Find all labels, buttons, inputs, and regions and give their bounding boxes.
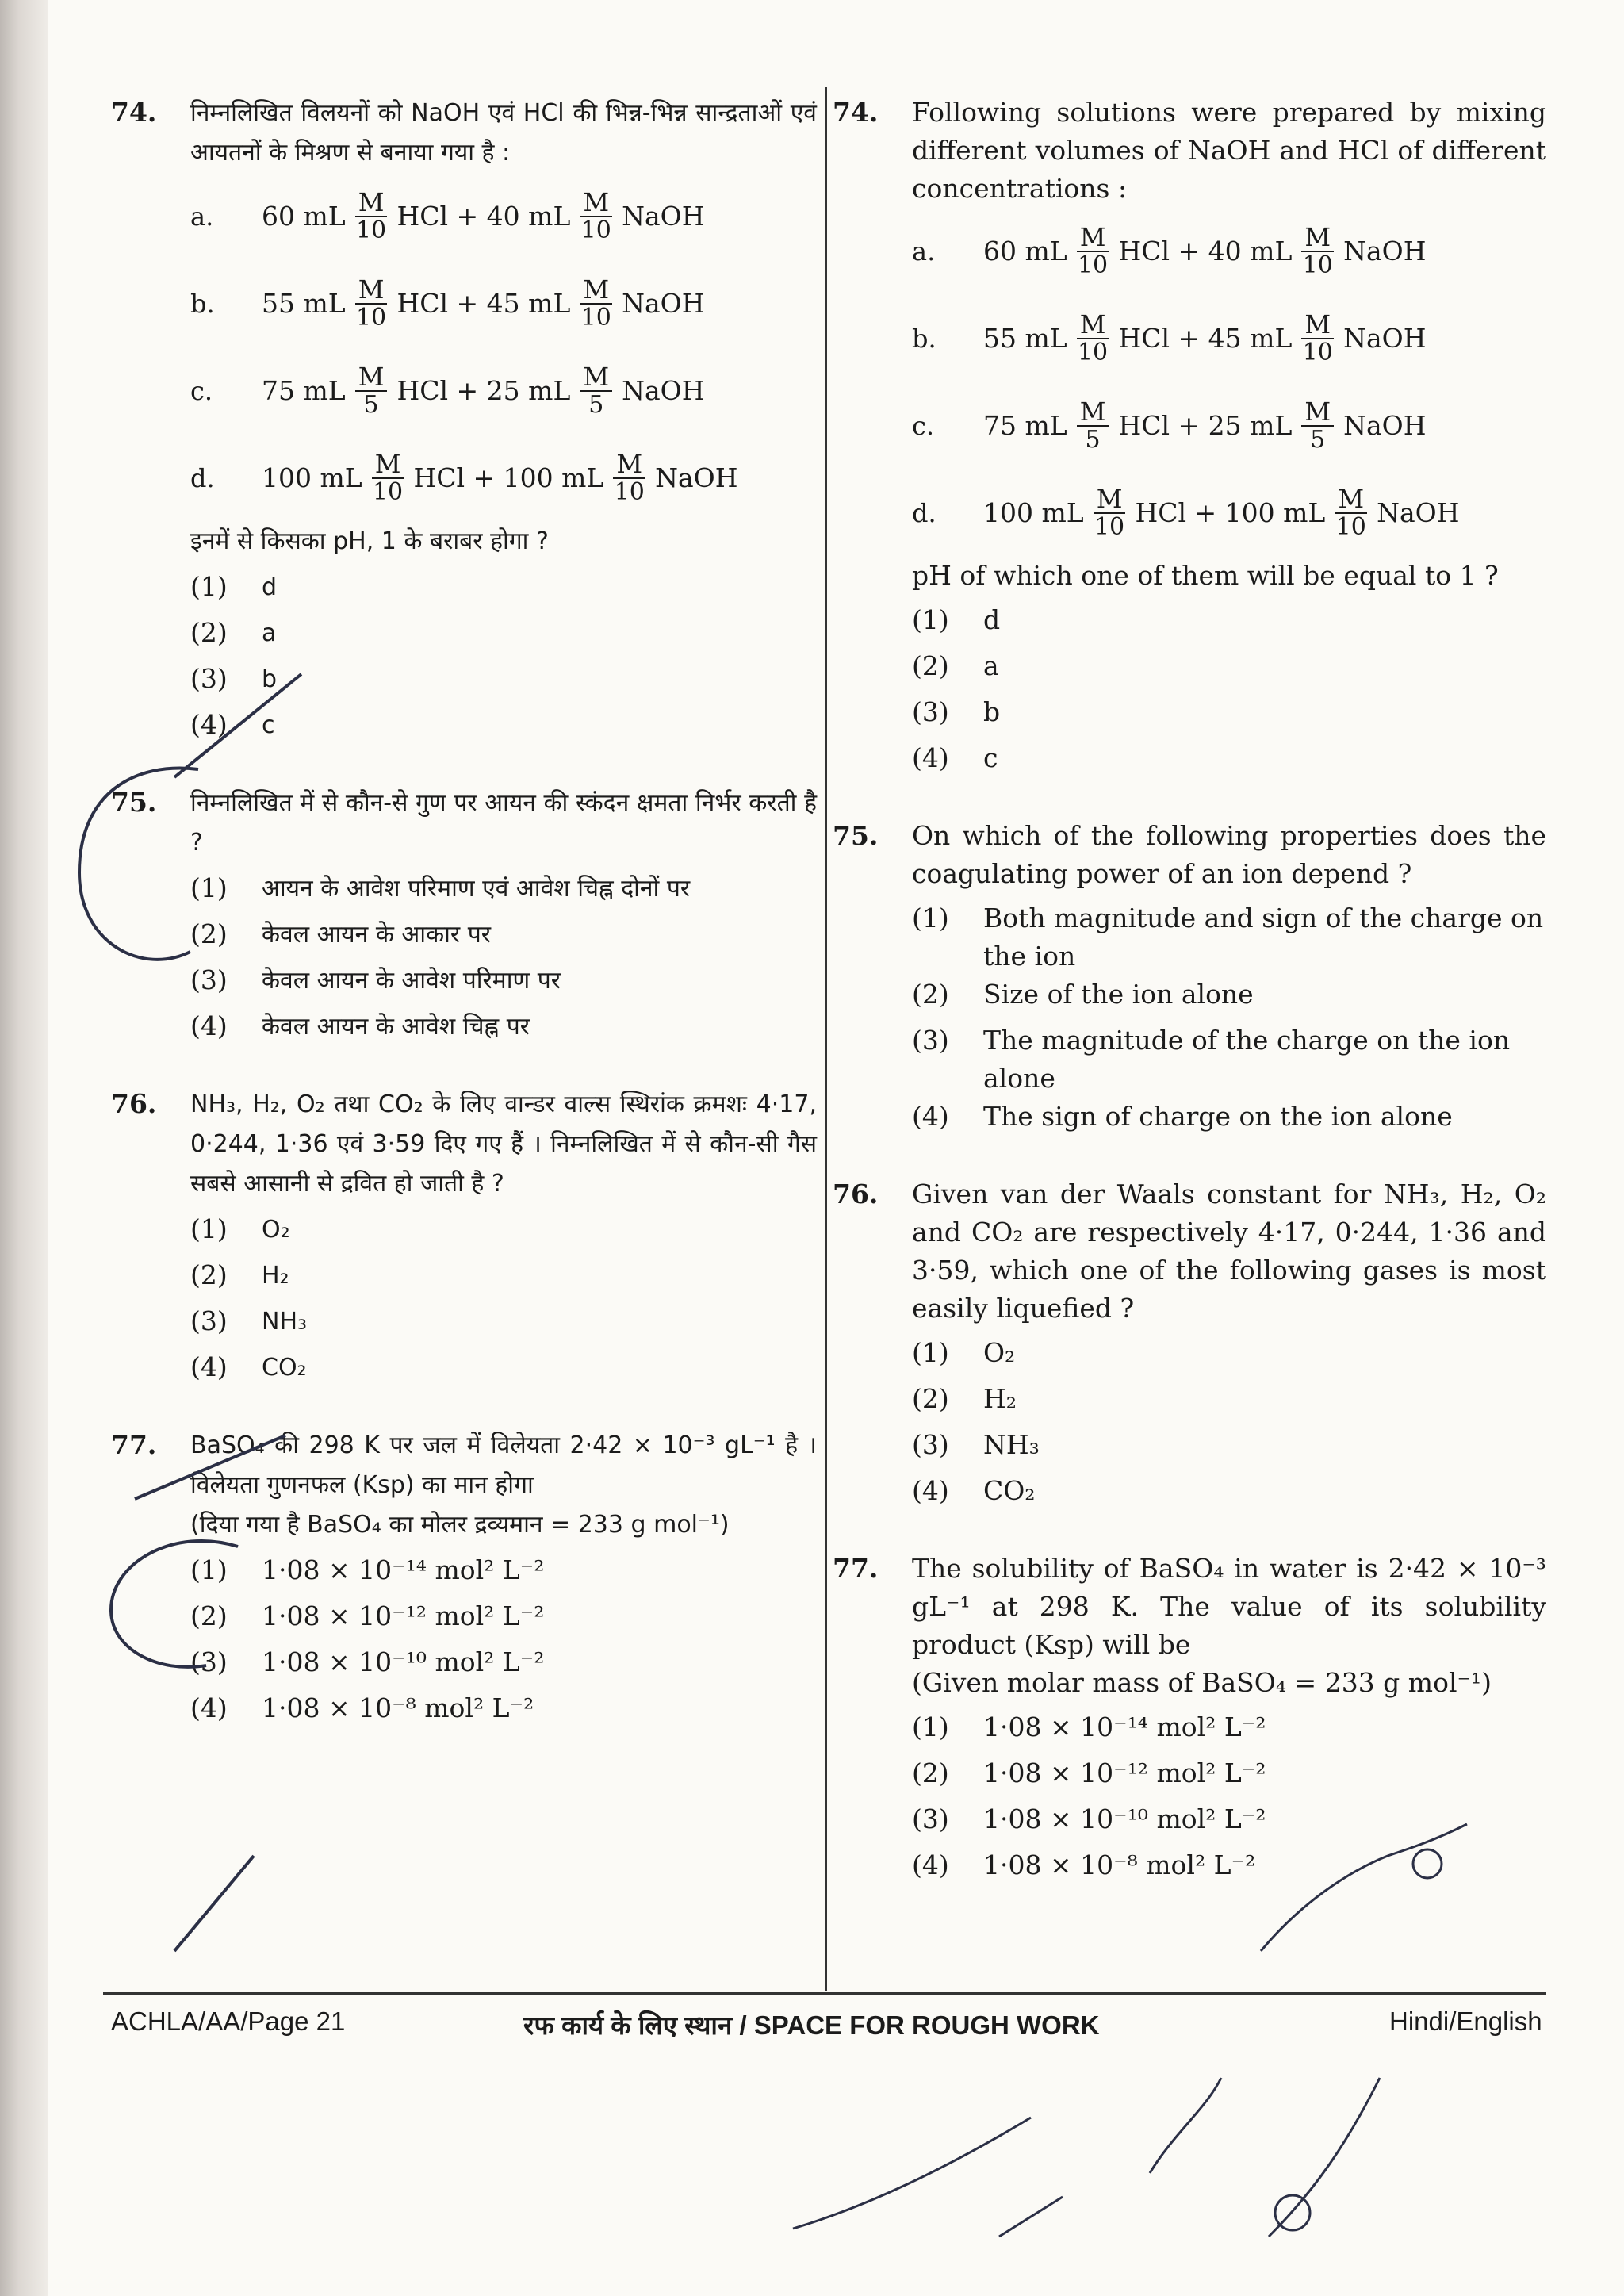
volume: 75 mL — [262, 375, 346, 406]
english-column — [833, 94, 1546, 1892]
page-edge-shadow — [0, 0, 48, 2296]
option-number: (4) — [190, 1010, 228, 1041]
option-text: CO₂ — [983, 1475, 1036, 1506]
option-text: Both magnitude and sign of the charge on the ion — [983, 903, 1544, 972]
option-text: NH₃ — [983, 1429, 1040, 1460]
mixture-letter: d. — [190, 463, 215, 493]
option-number: (2) — [190, 617, 228, 648]
option-text: The magnitude of the charge on the ion alone — [983, 1025, 1511, 1094]
question-stem: Following solutions were prepared by mixing different volumes of NaOH and HCl of different concentrations : — [912, 97, 1546, 204]
option-number: (4) — [912, 1475, 949, 1506]
tick-mark — [127, 1420, 309, 1507]
volume: 55 mL — [983, 323, 1067, 354]
option-text: O₂ — [262, 1216, 290, 1244]
options — [190, 1210, 817, 1394]
mixture-a — [912, 208, 1546, 295]
option-number: (1) — [912, 903, 949, 933]
option-3[interactable] — [912, 1022, 1546, 1098]
base-part: NaOH — [655, 462, 738, 493]
answer-circle-mark — [87, 1531, 246, 1689]
answer-circle-mark — [48, 761, 285, 1015]
option-4[interactable] — [912, 739, 1546, 785]
mixture-list — [190, 173, 817, 522]
conc-num: M — [1301, 398, 1334, 427]
conc-den: 10 — [580, 304, 611, 332]
question-74-hindi — [111, 94, 817, 752]
option-number: (3) — [190, 1305, 228, 1336]
language-label: Hindi/English — [1389, 2007, 1542, 2036]
option-text: केवल आयन के आवेश चिह्न पर — [262, 1013, 530, 1041]
option-text: d — [262, 573, 278, 601]
conc-num: M — [1077, 398, 1109, 427]
acid-part: HCl + 40 mL — [1118, 236, 1293, 266]
conc-den: 10 — [355, 304, 387, 332]
given-data: (Given molar mass of BaSO₄ = 233 g mol⁻¹) — [912, 1667, 1492, 1698]
mixture-letter: d. — [912, 498, 936, 528]
option-number: (2) — [190, 1259, 228, 1290]
option-text: 1·08 × 10⁻¹⁰ mol² L⁻² — [983, 1803, 1266, 1834]
options — [912, 601, 1546, 785]
mixture-letter: a. — [190, 201, 214, 232]
conc-den: 10 — [1077, 339, 1109, 366]
option-number: (4) — [912, 1849, 949, 1880]
option-text: c — [983, 742, 998, 773]
base-part: NaOH — [622, 288, 705, 319]
page-id: ACHLA/AA/Page 21 — [111, 2007, 346, 2036]
options — [190, 1551, 817, 1735]
option-text: NH₃ — [262, 1308, 308, 1336]
base-part: NaOH — [622, 201, 705, 232]
conc-num: M — [1335, 485, 1367, 514]
option-number: (4) — [912, 1101, 949, 1132]
mixture-letter: c. — [912, 411, 935, 441]
volume: 60 mL — [262, 201, 346, 232]
option-number: (1) — [912, 604, 949, 635]
option-number: (3) — [912, 696, 949, 727]
option-number: (4) — [190, 1692, 228, 1723]
option-text: a — [262, 619, 277, 647]
mixture-list — [912, 208, 1546, 557]
option-1[interactable] — [912, 601, 1546, 647]
conc-num: M — [580, 189, 612, 217]
option-text: b — [983, 696, 1001, 727]
mixture-letter: b. — [190, 289, 215, 319]
conc-den: 5 — [588, 391, 604, 419]
column-divider — [825, 87, 827, 1991]
option-3[interactable] — [190, 1302, 817, 1348]
acid-part: HCl + 25 mL — [396, 375, 571, 406]
question-stem: Given van der Waals constant for NH₃, H₂, O₂ and CO₂ are respectively 4·17, 0·244, 1·36 and 3·59, which one of the following gases is most easily liquefied ? — [912, 1179, 1546, 1324]
option-number: (3) — [912, 1025, 949, 1056]
options — [912, 1334, 1546, 1518]
conc-den: 10 — [1302, 339, 1333, 366]
option-2[interactable] — [190, 614, 817, 660]
option-text: 1·08 × 10⁻¹² mol² L⁻² — [983, 1757, 1266, 1788]
option-number: (3) — [190, 663, 228, 694]
option-text: 1·08 × 10⁻¹⁰ mol² L⁻² — [262, 1646, 545, 1677]
mixture-d — [190, 435, 817, 522]
option-2[interactable] — [912, 647, 1546, 693]
option-text: O₂ — [983, 1337, 1016, 1368]
question-number: 75. — [111, 787, 157, 818]
option-2[interactable] — [912, 1754, 1546, 1800]
question-stem: The solubility of BaSO₄ in water is 2·42 × 10⁻³ gL⁻¹ at 298 K. The value of its solubility product (Ksp) will be — [912, 1553, 1546, 1660]
rough-work-label: रफ कार्य के लिए स्थान / SPACE FOR ROUGH WORK — [523, 2010, 1100, 2040]
conc-num: M — [355, 276, 388, 305]
option-number: (2) — [190, 918, 228, 949]
conc-den: 10 — [1077, 251, 1109, 279]
option-2[interactable] — [912, 1380, 1546, 1426]
question-stem: On which of the following properties does the coagulating power of an ion depend ? — [912, 820, 1546, 889]
conc-den: 5 — [1310, 426, 1326, 454]
option-text: 1·08 × 10⁻¹² mol² L⁻² — [262, 1600, 545, 1631]
option-text: CO₂ — [262, 1354, 307, 1382]
acid-part: HCl + 40 mL — [396, 201, 571, 232]
option-text: Size of the ion alone — [983, 979, 1254, 1010]
conc-num: M — [613, 450, 645, 479]
question-number: 74. — [111, 97, 157, 128]
conc-num: M — [355, 189, 388, 217]
mixture-c — [912, 382, 1546, 470]
acid-part: HCl + 100 mL — [413, 462, 604, 493]
question-number: 76. — [111, 1088, 157, 1119]
option-text: b — [262, 665, 278, 693]
option-number: (2) — [912, 1383, 949, 1414]
option-number: (4) — [912, 742, 949, 773]
option-4[interactable] — [190, 1689, 817, 1735]
conc-num: M — [355, 363, 388, 392]
option-number: (3) — [912, 1803, 949, 1834]
option-number: (1) — [912, 1711, 949, 1742]
conc-num: M — [1301, 311, 1334, 339]
option-1[interactable] — [190, 1551, 817, 1597]
footer-rule — [103, 1992, 1546, 1995]
mixture-a — [190, 173, 817, 260]
option-number: (1) — [190, 571, 228, 602]
option-number: (2) — [912, 979, 949, 1010]
question-ask: pH of which one of them will be equal to 1 ? — [912, 560, 1499, 591]
volume: 60 mL — [983, 236, 1067, 266]
option-number: (1) — [912, 1337, 949, 1368]
tick-mark — [159, 1848, 270, 1959]
option-4[interactable] — [912, 1098, 1546, 1144]
option-2[interactable] — [190, 1597, 817, 1643]
option-2[interactable] — [912, 976, 1546, 1022]
rough-work-scribble — [777, 2046, 1427, 2252]
option-2[interactable] — [190, 1256, 817, 1302]
question-number: 77. — [833, 1553, 879, 1584]
option-text: H₂ — [262, 1262, 289, 1290]
base-part: NaOH — [622, 375, 705, 406]
option-number: (3) — [912, 1429, 949, 1460]
option-number: (2) — [190, 1600, 228, 1631]
question-stem: NH₃, H₂, O₂ तथा CO₂ के लिए वान्डर वाल्स स्थिरांक क्रमशः 4·17, 0·244, 1·36 एवं 3·59 दिए गए हैं । निम्नलिखित में से कौन-सी गैस सबसे आसानी से द्रवित हो जाती है ? — [190, 1091, 817, 1198]
acid-part: HCl + 45 mL — [396, 288, 571, 319]
option-1[interactable] — [190, 1210, 817, 1256]
option-text: 1·08 × 10⁻¹⁴ mol² L⁻² — [262, 1554, 545, 1585]
option-4[interactable] — [912, 1472, 1546, 1518]
conc-num: M — [372, 450, 404, 479]
question-76-english — [833, 1175, 1546, 1518]
conc-den: 10 — [1302, 251, 1333, 279]
option-text: H₂ — [983, 1383, 1017, 1414]
question-76-hindi — [111, 1085, 817, 1394]
question-number: 74. — [833, 97, 879, 128]
base-part: NaOH — [1343, 323, 1427, 354]
conc-num: M — [1301, 224, 1334, 252]
volume: 100 mL — [262, 462, 362, 493]
option-text: केवल आयन के आवेश परिमाण पर — [262, 967, 561, 995]
option-1[interactable] — [912, 1334, 1546, 1380]
acid-part: HCl + 25 mL — [1118, 410, 1293, 441]
conc-den: 10 — [1335, 513, 1366, 541]
conc-den: 5 — [363, 391, 379, 419]
volume: 55 mL — [262, 288, 346, 319]
conc-den: 10 — [355, 217, 387, 244]
option-3[interactable] — [912, 1426, 1546, 1472]
option-text: 1·08 × 10⁻⁸ mol² L⁻² — [262, 1692, 534, 1723]
option-text: a — [983, 650, 999, 681]
conc-num: M — [580, 276, 612, 305]
option-text: d — [983, 604, 1001, 635]
mixture-letter: a. — [912, 236, 936, 266]
rough-work-scribble — [1253, 1808, 1491, 1967]
acid-part: HCl + 100 mL — [1135, 497, 1326, 528]
option-3[interactable] — [912, 693, 1546, 739]
mixture-letter: c. — [190, 376, 213, 406]
option-text: आयन के आवेश परिमाण एवं आवेश चिह्न दोनों पर — [262, 875, 691, 903]
option-number: (3) — [190, 964, 228, 995]
volume: 100 mL — [983, 497, 1084, 528]
question-number: 76. — [833, 1179, 879, 1209]
mixture-letter: b. — [912, 324, 936, 354]
option-1[interactable] — [190, 568, 817, 614]
question-stem: निम्नलिखित विलयनों को NaOH एवं HCl की भिन्न-भिन्न सान्द्रताओं एवं आयतनों के मिश्रण से बनाया गया है : — [190, 99, 817, 167]
option-number: (1) — [190, 1554, 228, 1585]
option-number: (1) — [190, 1213, 228, 1244]
option-text: The sign of charge on the ion alone — [983, 1101, 1453, 1132]
option-number: (1) — [190, 872, 228, 903]
option-1[interactable] — [912, 899, 1546, 976]
conc-den: 10 — [372, 478, 404, 506]
question-75-english — [833, 817, 1546, 1144]
option-number: (3) — [190, 1646, 228, 1677]
option-number: (2) — [912, 650, 949, 681]
question-stem: निम्नलिखित में से कौन-से गुण पर आयन की स्कंदन क्षमता निर्भर करती है ? — [190, 789, 817, 857]
mixture-d — [912, 470, 1546, 557]
mixture-c — [190, 347, 817, 435]
question-74-english — [833, 94, 1546, 785]
options — [912, 899, 1546, 1144]
option-number: (2) — [912, 1757, 949, 1788]
base-part: NaOH — [1343, 410, 1427, 441]
option-1[interactable] — [912, 1708, 1546, 1754]
given-data: (दिया गया है BaSO₄ का मोलर द्रव्यमान = 233 g mol⁻¹) — [190, 1511, 730, 1539]
question-number: 77. — [111, 1429, 157, 1460]
conc-num: M — [580, 363, 612, 392]
option-3[interactable] — [190, 1643, 817, 1689]
mixture-b — [190, 260, 817, 347]
option-text: केवल आयन के आकार पर — [262, 921, 492, 949]
mixture-b — [912, 295, 1546, 382]
option-number: (4) — [190, 1351, 228, 1382]
option-number: (4) — [190, 709, 228, 740]
conc-num: M — [1077, 224, 1109, 252]
conc-num: M — [1077, 311, 1109, 339]
question-number: 75. — [833, 820, 879, 851]
question-stem: BaSO₄ की 298 K पर जल में विलेयता 2·42 × 10⁻³ gL⁻¹ है । विलेयता गुणनफल (Ksp) का मान होगा — [190, 1432, 817, 1499]
option-text: c — [262, 711, 275, 739]
tick-mark — [159, 658, 333, 785]
conc-den: 10 — [1094, 513, 1125, 541]
option-text: 1·08 × 10⁻⁸ mol² L⁻² — [983, 1849, 1256, 1880]
option-4[interactable] — [190, 1348, 817, 1394]
conc-den: 10 — [614, 478, 645, 506]
base-part: NaOH — [1343, 236, 1427, 266]
conc-num: M — [1094, 485, 1126, 514]
question-ask: इनमें से किसका pH, 1 के बराबर होगा ? — [190, 527, 549, 555]
option-text: 1·08 × 10⁻¹⁴ mol² L⁻² — [983, 1711, 1266, 1742]
conc-den: 5 — [1085, 426, 1101, 454]
base-part: NaOH — [1377, 497, 1460, 528]
conc-den: 10 — [580, 217, 611, 244]
volume: 75 mL — [983, 410, 1067, 441]
acid-part: HCl + 45 mL — [1118, 323, 1293, 354]
